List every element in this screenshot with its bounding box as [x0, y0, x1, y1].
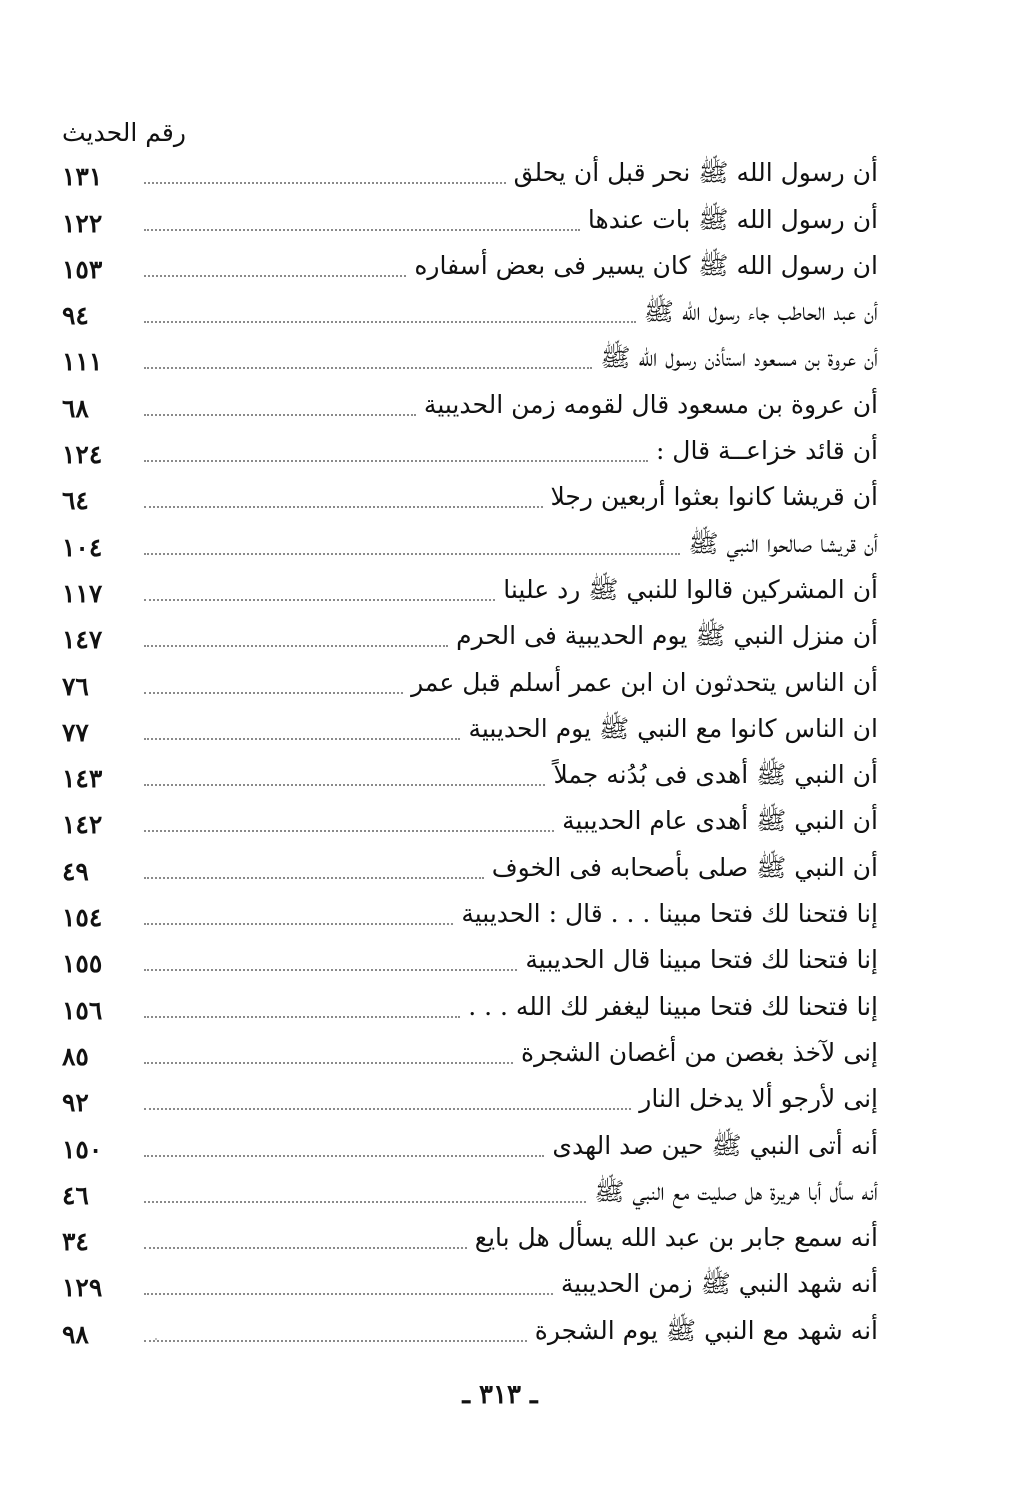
dot-leader: [144, 1107, 631, 1110]
hadith-number: ٤٦: [62, 1180, 89, 1210]
index-entry: [62, 981, 878, 1027]
hadith-number: ٧٦: [62, 671, 89, 701]
dot-leader: [144, 644, 448, 647]
dot-leader: [144, 1339, 527, 1342]
hadith-incipit: أن النبي ﷺ أهدى فى بُدُنه جملاً: [553, 760, 878, 790]
index-entry: [62, 194, 878, 240]
hadith-number: ٩٢: [62, 1088, 89, 1118]
dot-leader: [144, 876, 484, 879]
hadith-number: ٧٧: [62, 717, 89, 747]
index-entry: [62, 518, 878, 564]
hadith-number: ١٥٥: [62, 949, 103, 979]
hadith-incipit: أنه سمع جابر بن عبد الله يسأل هل بايع: [474, 1223, 878, 1253]
hadith-incipit: أنه سأل أبا هريرة هل صليت مع النبي ﷺ: [594, 1176, 878, 1206]
hadith-number: ١٢٤: [62, 440, 103, 470]
hadith-incipit: أن قريشا كانوا بعثوا أربعين رجلا: [550, 482, 878, 512]
dot-leader: [144, 320, 636, 323]
index-entry: [62, 1305, 878, 1351]
hadith-index-list: [62, 148, 878, 1352]
hadith-incipit: أن منزل النبي ﷺ يوم الحديبية فى الحرم: [456, 621, 878, 651]
index-entry: [62, 750, 878, 796]
scan-speck: [155, 1338, 157, 1340]
hadith-incipit: إنى لأرجو ألا يدخل النار: [639, 1084, 878, 1114]
hadith-incipit: أن قائد خزاعــة قال :: [655, 436, 878, 466]
dot-leader: [144, 1200, 586, 1203]
hadith-number: ١١٧: [62, 578, 103, 608]
dot-leader: [144, 505, 543, 508]
index-entry: [62, 796, 878, 842]
column-header-hadith-number: رقم الحديث: [62, 118, 186, 147]
hadith-incipit: إنا فتحنا لك فتحا مبينا قال الحديبية: [525, 945, 878, 975]
dot-leader: [144, 1015, 460, 1018]
page-number: ـ ٣١٣ ـ: [462, 1380, 538, 1410]
hadith-number: ١٢٩: [62, 1273, 103, 1303]
index-entry: [62, 1259, 878, 1305]
hadith-number: ٦٤: [62, 486, 89, 516]
hadith-incipit: إنا فتحنا لك فتحا مبينا ليغفر لك الله . . .: [468, 991, 878, 1021]
dot-leader: [144, 598, 495, 601]
hadith-incipit: ان الناس كانوا مع النبي ﷺ يوم الحديبية: [468, 713, 878, 743]
hadith-incipit: أن المشركين قالوا للنبي ﷺ رد علينا: [503, 574, 878, 604]
dot-leader: [144, 691, 403, 694]
index-entry: [62, 241, 878, 287]
hadith-incipit: ان رسول الله ﷺ كان يسير فى بعض أسفاره: [414, 250, 878, 280]
hadith-number: ١٥٠: [62, 1134, 103, 1164]
hadith-incipit: أن النبي ﷺ أهدى عام الحديبية: [562, 806, 878, 836]
hadith-number: ٤٩: [62, 856, 89, 886]
index-entry: [62, 704, 878, 750]
hadith-incipit: أن عروة بن مسعود قال لقومه زمن الحديبية: [423, 389, 878, 419]
index-entry: [62, 1213, 878, 1259]
hadith-number: ٩٤: [62, 301, 89, 331]
dot-leader: [144, 552, 680, 555]
index-entry: [62, 1120, 878, 1166]
index-entry: [62, 657, 878, 703]
hadith-number: ١٥٣: [62, 254, 103, 284]
index-entry: [62, 1074, 878, 1120]
dot-leader: [144, 366, 592, 369]
dot-leader: [144, 1246, 467, 1249]
hadith-number: ١٣١: [62, 162, 103, 192]
hadith-incipit: أن النبي ﷺ صلى بأصحابه فى الخوف: [491, 852, 878, 882]
hadith-number: ١٥٤: [62, 903, 103, 933]
dot-leader: [144, 829, 554, 832]
hadith-incipit: أنه شهد مع النبي ﷺ يوم الشجرة: [534, 1315, 878, 1345]
index-entry: [62, 287, 878, 333]
hadith-number: ١٠٤: [62, 532, 103, 562]
index-entry: [62, 472, 878, 518]
dot-leader: [144, 228, 580, 231]
dot-leader: [144, 1154, 544, 1157]
hadith-incipit: إنا فتحنا لك فتحا مبينا . . . قال : الحديبية: [461, 899, 878, 929]
hadith-number: ٦٨: [62, 393, 89, 423]
hadith-number: ٨٥: [62, 1041, 89, 1071]
dot-leader: [144, 737, 460, 740]
hadith-number: ١٥٦: [62, 995, 103, 1025]
hadith-incipit: إنى لآخذ بغصن من أغصان الشجرة: [520, 1037, 878, 1067]
index-entry: [62, 379, 878, 425]
hadith-incipit: أن رسول الله ﷺ نحر قبل أن يحلق: [513, 158, 878, 188]
hadith-number: ٣٤: [62, 1227, 89, 1257]
hadith-number: ١٤٣: [62, 764, 103, 794]
dot-leader: [144, 274, 406, 277]
index-entry: [62, 1028, 878, 1074]
index-entry: [62, 842, 878, 888]
index-entry: [62, 565, 878, 611]
index-entry: [62, 426, 878, 472]
hadith-number: ٩٨: [62, 1319, 89, 1349]
dot-leader: [144, 413, 416, 416]
dot-leader: [144, 181, 506, 184]
index-entry: [62, 333, 878, 379]
index-entry: [62, 611, 878, 657]
hadith-number: ١١١: [62, 347, 103, 377]
hadith-number: ١٤٢: [62, 810, 103, 840]
hadith-number: ١٢٢: [62, 208, 103, 238]
index-entry: [62, 889, 878, 935]
hadith-incipit: أنه أتى النبي ﷺ حين صد الهدى: [552, 1130, 878, 1160]
dot-leader: [144, 922, 453, 925]
hadith-incipit: أن رسول الله ﷺ بات عندها: [587, 204, 878, 234]
index-entry: [62, 1167, 878, 1213]
dot-leader: [144, 1061, 513, 1064]
dot-leader: [144, 783, 545, 786]
hadith-incipit: أن عروة بن مسعود استأذن رسول الله ﷺ: [600, 343, 878, 373]
hadith-incipit: أن الناس يتحدثون ان ابن عمر أسلم قبل عمر: [411, 667, 878, 697]
hadith-number: ١٤٧: [62, 625, 103, 655]
dot-leader: [144, 459, 648, 462]
hadith-incipit: أنه شهد النبي ﷺ زمن الحديبية: [560, 1269, 878, 1299]
dot-leader: [144, 968, 517, 971]
hadith-incipit: أن عبد الحاطب جاء رسول الله ﷺ: [643, 297, 878, 327]
hadith-incipit: أن قريشا صالحوا النبي ﷺ: [688, 528, 878, 558]
dot-leader: [144, 1292, 553, 1295]
index-entry: [62, 935, 878, 981]
index-entry: [62, 148, 878, 194]
